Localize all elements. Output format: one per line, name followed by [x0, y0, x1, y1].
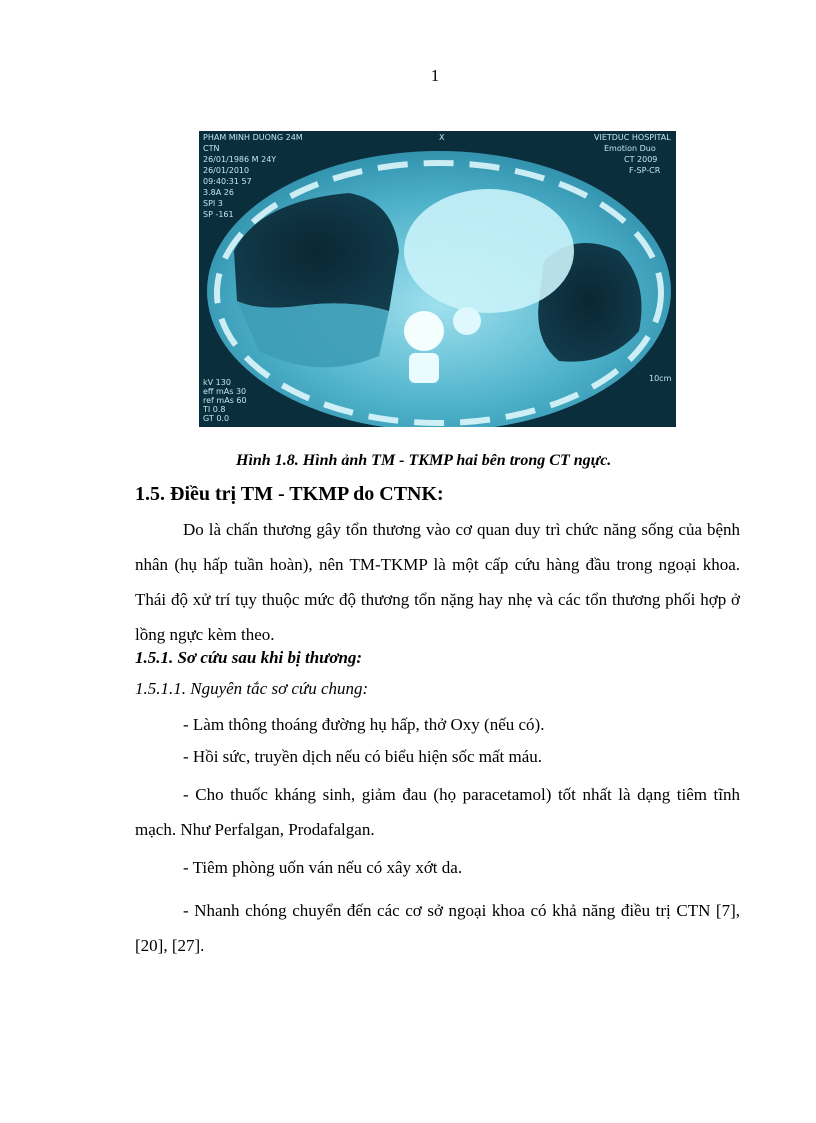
overlay-scale: 10cm: [649, 374, 672, 383]
subsection-heading: 1.5.1. Sơ cứu sau khi bị thương:: [135, 648, 363, 667]
overlay-marker: X: [439, 133, 445, 142]
svg-text:TI 0.8: TI 0.8: [203, 405, 226, 414]
aorta: [453, 307, 481, 335]
svg-text:GT 0.0: GT 0.0: [203, 414, 230, 423]
svg-text:SP -161: SP -161: [203, 210, 234, 219]
subsubsection-heading: 1.5.1.1. Nguyên tắc sơ cứu chung:: [135, 679, 369, 698]
svg-text:F-SP-CR: F-SP-CR: [629, 166, 661, 175]
section-heading: 1.5. Điều trị TM - TKMP do CTNK:: [135, 483, 444, 505]
list-item: - Làm thông thoáng đường hụ hấp, thở Oxy (nếu có).: [183, 715, 545, 734]
list-item: - Hồi sức, truyền dịch nếu có biểu hiện sốc mất máu.: [183, 747, 543, 766]
svg-text:VIETDUC HOSPITAL: VIETDUC HOSPITAL: [594, 133, 671, 142]
svg-text:09:40:31 57: 09:40:31 57: [203, 177, 252, 186]
figure-caption: Hình 1.8. Hình ảnh TM - TKMP hai bên trong CT ngực.: [236, 452, 612, 469]
svg-text:SPI 3: SPI 3: [203, 199, 223, 208]
heart: [404, 189, 574, 313]
svg-text:Emotion Duo: Emotion Duo: [604, 144, 656, 153]
list-item: - Tiêm phòng uốn ván nếu có xây xớt da.: [183, 858, 463, 877]
spinal-process: [409, 353, 439, 383]
ct-chest-image: [199, 131, 676, 427]
svg-text:26/01/2010: 26/01/2010: [203, 166, 250, 175]
svg-text:ref mAs 60: ref mAs 60: [203, 396, 247, 405]
vertebra: [404, 311, 444, 351]
intro-paragraph: Do là chấn thương gây tổn thương vào cơ quan duy trì chức năng sống của bệnh nhân (hụ hấp tuần hoàn), nên TM-TKMP là một cấp cứu hàng đầu trong ngoại khoa. Thái độ xử trí tụy thuộc mức độ thương tổn nặng hay nhẹ và các tổn thương phối hợp ở lồng ngực kèm theo.: [135, 520, 740, 644]
svg-text:kV 130: kV 130: [203, 378, 231, 387]
list-item: - Nhanh chóng chuyển đến các cơ sở ngoại khoa có khả năng điều trị CTN [7], [20], [27].: [135, 901, 740, 955]
svg-text:PHAM MINH DUONG 24M: PHAM MINH DUONG 24M: [203, 133, 303, 142]
page-number: 1: [430, 66, 440, 85]
list-item: - Cho thuốc kháng sinh, giảm đau (họ paracetamol) tốt nhất là dạng tiêm tĩnh mạch. Như Perfalgan, Prodafalgan.: [135, 785, 740, 839]
svg-text:CT 2009: CT 2009: [624, 155, 658, 164]
ct-scan-illustration: [199, 131, 676, 427]
svg-text:eff mAs 30: eff mAs 30: [203, 387, 247, 396]
svg-text:3.8A 26: 3.8A 26: [203, 188, 234, 197]
svg-text:CTN: CTN: [203, 144, 220, 153]
svg-text:26/01/1986 M 24Y: 26/01/1986 M 24Y: [203, 155, 277, 164]
